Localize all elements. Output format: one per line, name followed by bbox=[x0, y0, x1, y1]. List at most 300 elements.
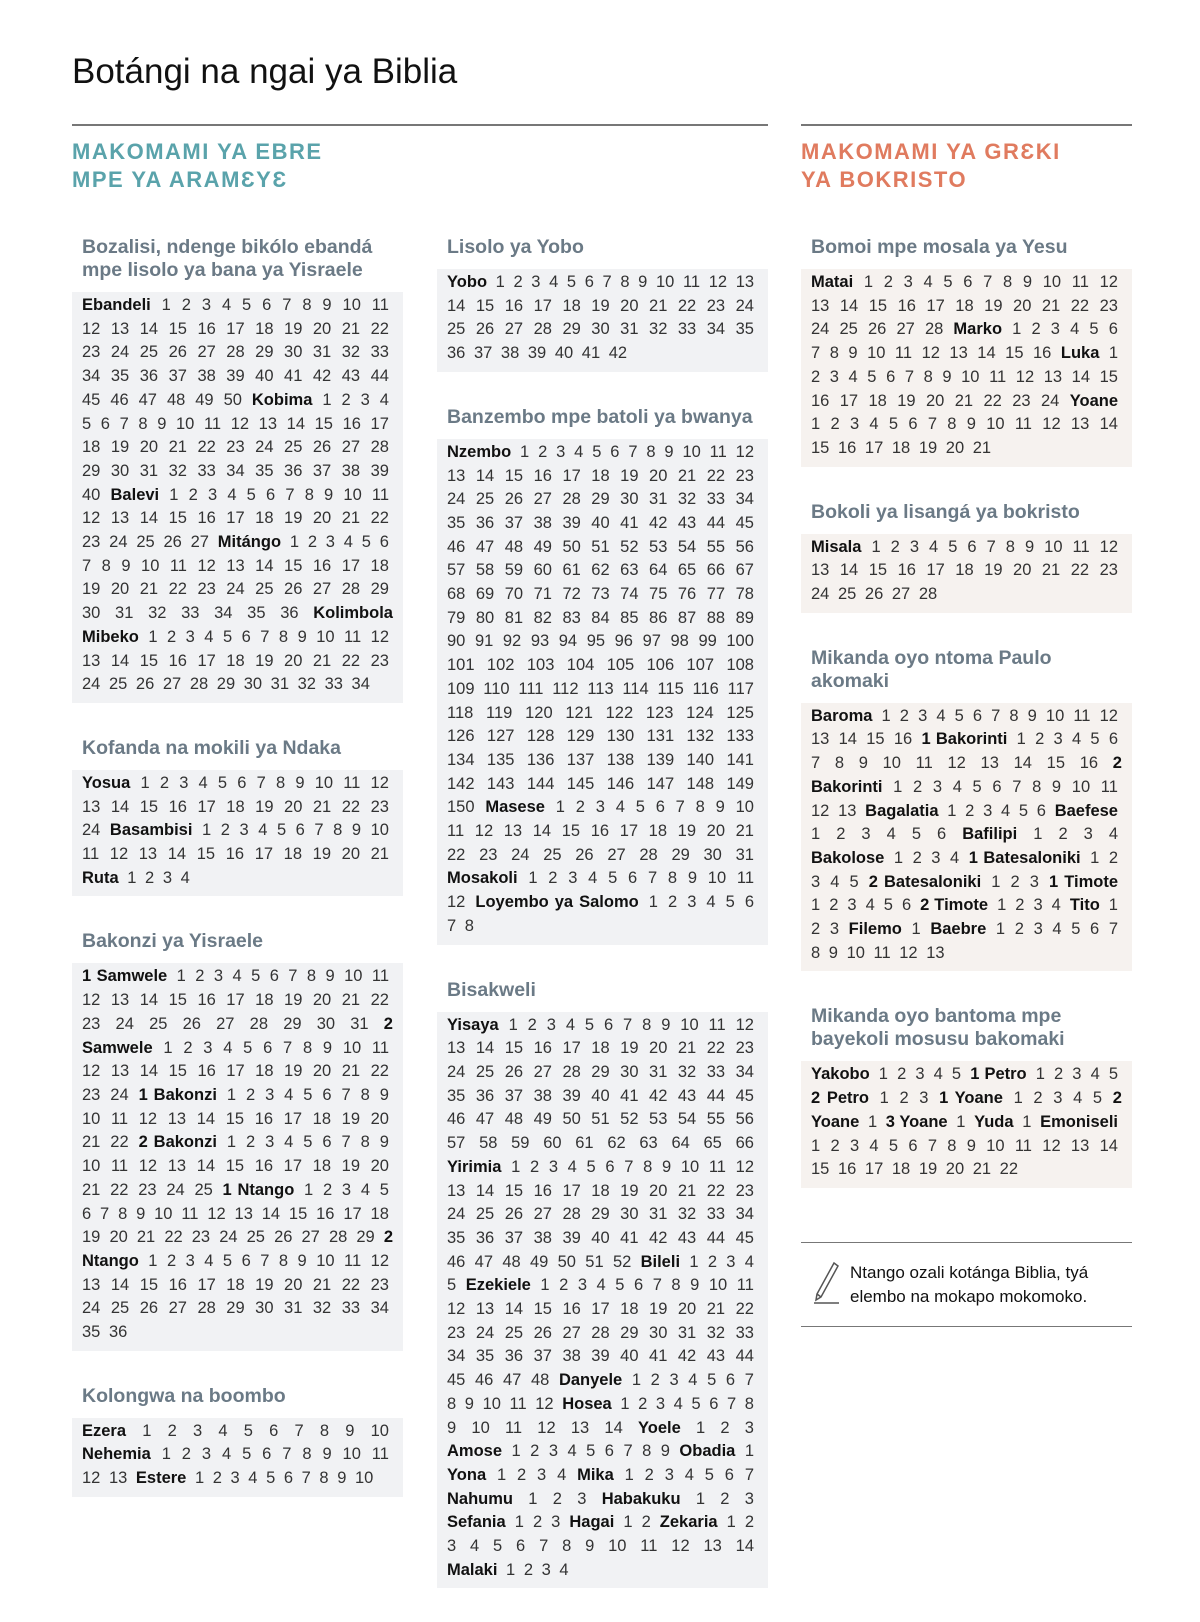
chapter-number: 2 bbox=[897, 1065, 907, 1084]
chapter-number: 40 bbox=[591, 513, 610, 532]
chapter-number: 10 bbox=[846, 943, 865, 962]
chapter-number: 3 bbox=[546, 1015, 556, 1034]
chapter-number: 28 bbox=[918, 585, 938, 604]
chapter-number: 13 bbox=[503, 822, 523, 841]
chapter-number: 26 bbox=[168, 343, 187, 362]
chapter-number: 2 bbox=[341, 390, 351, 409]
chapter-number: 11 bbox=[371, 485, 390, 504]
chapter-number: 58 bbox=[479, 1134, 498, 1153]
chapter-number: 38 bbox=[562, 1347, 581, 1366]
chapter-number: 14 bbox=[839, 296, 859, 315]
chapter-number: 11 bbox=[447, 822, 465, 841]
chapter-number: 10 bbox=[354, 1469, 374, 1488]
chapter-number: 2 bbox=[527, 1015, 537, 1034]
chapter-number: 4 bbox=[557, 1465, 567, 1484]
book-name: Misala bbox=[811, 537, 862, 556]
chapter-number: 29 bbox=[283, 1014, 302, 1033]
chapter-number: 23 bbox=[82, 533, 101, 552]
book-name: 2 Timote bbox=[920, 896, 989, 915]
chapter-number: 4 bbox=[221, 1445, 232, 1464]
chapter-number: 11 bbox=[371, 967, 390, 986]
book-name: 1 Yoane bbox=[939, 1089, 1003, 1108]
chapter-number: 6 bbox=[100, 414, 110, 433]
chapter-number: 14 bbox=[167, 845, 187, 864]
chapter-number: 3 bbox=[1072, 1065, 1082, 1084]
chapter-number: 11 bbox=[736, 1276, 754, 1295]
chapter-number: 11 bbox=[371, 296, 389, 314]
chapter-number: 70 bbox=[504, 585, 524, 604]
chapter-number: 15 bbox=[1046, 754, 1065, 773]
chapter-number: 7 bbox=[811, 344, 821, 363]
chapter-number: 4 bbox=[936, 706, 946, 725]
chapter-number: 14 bbox=[532, 822, 552, 841]
chapter-number: 24 bbox=[447, 1205, 466, 1224]
chapter-number: 16 bbox=[254, 1157, 274, 1176]
chapter-number: 10 bbox=[1044, 537, 1063, 556]
chapter-number: 34 bbox=[447, 1347, 466, 1366]
chapter-number: 22 bbox=[999, 1160, 1019, 1179]
chapter-number: 12 bbox=[1042, 415, 1061, 434]
chapter-number: 9 bbox=[297, 627, 307, 646]
chapter-number: 11 bbox=[1073, 706, 1091, 725]
chapter-number: 7 bbox=[628, 442, 638, 461]
chapter-number: 2 bbox=[532, 1513, 543, 1532]
chapter-number: 63 bbox=[639, 1134, 658, 1153]
chapter-number: 2 bbox=[548, 869, 558, 888]
chapter-number: 20 bbox=[312, 509, 332, 528]
chapter-number: 2 bbox=[830, 415, 840, 434]
chapter-number: 24 bbox=[447, 490, 466, 509]
chapter-number: 9 bbox=[1022, 273, 1033, 291]
book-name: Tito bbox=[1069, 896, 1100, 915]
chapter-number: 10 bbox=[655, 273, 675, 291]
book-name: Ebandeli bbox=[82, 296, 151, 314]
chapter-number: 18 bbox=[891, 1160, 911, 1179]
chapter-number: 12 bbox=[230, 414, 250, 433]
chapter-number: 33 bbox=[324, 675, 343, 694]
chapter-number: 4 bbox=[248, 1469, 258, 1488]
chapter-number: 2 bbox=[744, 1513, 755, 1532]
chapter-number: 12 bbox=[735, 1157, 755, 1176]
chapter-number: 37 bbox=[312, 461, 332, 480]
chapter-number: 11 bbox=[371, 1445, 389, 1464]
chapter-number: 8 bbox=[811, 943, 821, 962]
chapter-number: 21 bbox=[82, 1133, 101, 1152]
chapter-number: 65 bbox=[677, 561, 697, 580]
chapter-number: 29 bbox=[671, 845, 690, 864]
chapter-number: 5 bbox=[592, 442, 602, 461]
chapter-number: 13 bbox=[811, 561, 830, 580]
chapter-number: 37 bbox=[168, 367, 187, 386]
chapter-number: 17 bbox=[562, 1039, 581, 1058]
chapter-number: 43 bbox=[341, 367, 361, 386]
chapter-number: 9 bbox=[638, 273, 648, 291]
chapter-number: 55 bbox=[706, 1110, 726, 1129]
chapter-number: 19 bbox=[312, 845, 332, 864]
chapter-number: 30 bbox=[591, 320, 610, 339]
chapter-number: 18 bbox=[868, 391, 887, 410]
chapter-number: 13 bbox=[811, 730, 830, 749]
chapter-number: 12 bbox=[1042, 1136, 1061, 1155]
chapter-number: 5 bbox=[82, 414, 92, 433]
chapter-number: 16 bbox=[342, 414, 361, 433]
chapter-number: 29 bbox=[620, 1323, 639, 1342]
chapter-number: 45 bbox=[735, 1086, 754, 1105]
chapter-number: 21 bbox=[341, 509, 361, 528]
chapter-number: 6 bbox=[295, 821, 305, 840]
chapter-number: 9 bbox=[828, 943, 838, 962]
chapter-number: 6 bbox=[963, 273, 973, 291]
chapter-number: 8 bbox=[620, 273, 630, 291]
chapter-number: 58 bbox=[475, 561, 495, 580]
chapter-number: 9 bbox=[660, 1442, 670, 1461]
chapter-number: 7 bbox=[119, 414, 129, 433]
chapter-number: 7 bbox=[983, 273, 993, 291]
chapter-number: 8 bbox=[319, 1421, 330, 1440]
chapter-number: 150 bbox=[447, 798, 475, 817]
section-heading: Bakonzi ya Yisraele bbox=[82, 930, 264, 953]
chapter-number: 39 bbox=[527, 344, 547, 363]
chapter-number: 1 bbox=[995, 920, 1006, 939]
chapter-number: 91 bbox=[474, 632, 494, 651]
chapter-number: 14 bbox=[977, 344, 996, 363]
chapter-number: 109 bbox=[447, 679, 475, 698]
chapter-number: 28 bbox=[533, 320, 552, 339]
chapter-number: 6 bbox=[709, 1394, 719, 1413]
chapter-number: 3 bbox=[932, 777, 943, 796]
column-greek bbox=[801, 236, 1132, 1327]
chapter-number: 1 bbox=[496, 1465, 507, 1484]
divider-hebrew bbox=[72, 124, 768, 126]
chapter-number: 5 bbox=[948, 537, 958, 556]
chapter-number: 3 bbox=[531, 273, 541, 291]
chapter-number: 15 bbox=[504, 1039, 524, 1058]
book-name: Ezera bbox=[82, 1421, 127, 1440]
chapter-number: 14 bbox=[139, 1062, 159, 1081]
section-exile-return bbox=[72, 1385, 403, 1497]
chapter-number: 3 bbox=[239, 821, 249, 840]
chapter-number: 17 bbox=[226, 991, 245, 1010]
chapter-number: 52 bbox=[612, 1252, 632, 1271]
chapter-number: 31 bbox=[350, 1014, 369, 1033]
chapter-number: 7 bbox=[904, 367, 915, 386]
chapter-number: 5 bbox=[222, 627, 233, 646]
chapter-number: 27 bbox=[504, 320, 524, 339]
chapter-number: 14 bbox=[839, 561, 859, 580]
chapter-number: 48 bbox=[504, 1110, 524, 1129]
chapter-number: 19 bbox=[82, 1228, 101, 1247]
chapter-number: 12 bbox=[537, 1418, 556, 1437]
chapter-number: 5 bbox=[243, 1421, 253, 1440]
chapter-number: 11 bbox=[682, 273, 701, 291]
chapter-number: 17 bbox=[839, 391, 859, 410]
chapter-number: 40 bbox=[620, 1347, 639, 1366]
chapter-number: 17 bbox=[562, 466, 581, 485]
chapter-number: 34 bbox=[735, 1205, 754, 1224]
chapter-number: 9 bbox=[942, 367, 952, 386]
chapter-number: 18 bbox=[370, 556, 389, 575]
chapter-number: 4 bbox=[869, 415, 879, 434]
chapter-number: 3 bbox=[595, 798, 605, 817]
part-hebrew-line2: MPE YA ARAMƐYƐ bbox=[72, 167, 288, 192]
chapter-number: 41 bbox=[620, 1228, 639, 1247]
chapter-number: 3 bbox=[325, 533, 335, 552]
chapter-number: 2 bbox=[899, 706, 909, 725]
chapter-number: 10 bbox=[343, 485, 362, 504]
part-greek-line2: YA BOKRISTO bbox=[801, 167, 968, 192]
chapter-number: 10 bbox=[708, 1276, 728, 1295]
chapter-number: 6 bbox=[725, 1371, 736, 1390]
reading-note bbox=[801, 1261, 1132, 1310]
chapter-number: 12 bbox=[109, 845, 129, 864]
chapter-number: 19 bbox=[284, 509, 303, 528]
chapter-number: 6 bbox=[655, 798, 665, 817]
chapter-number: 16 bbox=[837, 438, 857, 457]
chapter-number: 1 bbox=[695, 1489, 706, 1508]
chapter-number: 2 bbox=[575, 798, 585, 817]
chapter-number: 5 bbox=[867, 367, 877, 386]
chapter-number: 9 bbox=[966, 415, 976, 434]
chapter-number: 30 bbox=[110, 461, 130, 480]
chapter-number: 10 bbox=[986, 415, 1005, 434]
chapter-number: 2 bbox=[1058, 825, 1068, 844]
chapter-number: 3 bbox=[1033, 920, 1043, 939]
column-hebrew-history bbox=[72, 236, 403, 1531]
chapter-number: 24 bbox=[811, 585, 830, 604]
chapter-number: 5 bbox=[1018, 801, 1029, 820]
book-name: 2 Bakorinti bbox=[811, 754, 1122, 796]
chapter-number: 2 bbox=[529, 1157, 540, 1176]
chapter-number: 3 bbox=[687, 893, 697, 912]
chapter-number: 13 bbox=[110, 991, 130, 1010]
chapter-number: 3 bbox=[829, 920, 840, 939]
chapter-number: 26 bbox=[312, 438, 332, 457]
chapter-number: 14 bbox=[838, 730, 857, 749]
chapter-number: 6 bbox=[283, 1469, 294, 1488]
book-name: Marko bbox=[953, 320, 1003, 339]
chapter-number: 9 bbox=[585, 1537, 595, 1556]
chapter-number: 22 bbox=[706, 1039, 726, 1058]
chapter-number: 9 bbox=[157, 414, 167, 433]
chapter-number: 2 bbox=[890, 537, 900, 556]
chapter-number: 6 bbox=[886, 367, 896, 386]
chapter-number: 4 bbox=[673, 1394, 683, 1413]
chapter-number: 9 bbox=[664, 442, 674, 461]
chapter-number: 16 bbox=[562, 1300, 581, 1319]
chapter-number: 8 bbox=[275, 773, 286, 792]
chapter-number: 11 bbox=[709, 442, 727, 461]
chapter-number: 1 bbox=[744, 1442, 754, 1461]
chapter-number: 50 bbox=[562, 1110, 581, 1129]
chapter-number: 6 bbox=[610, 442, 620, 461]
section-promised-land bbox=[72, 737, 403, 897]
chapter-number: 6 bbox=[516, 1537, 526, 1556]
chapter-number: 13 bbox=[949, 344, 968, 363]
chapter-number: 6 bbox=[82, 1204, 92, 1223]
chapter-number: 1 bbox=[648, 893, 658, 912]
section-heading: Bisakweli bbox=[447, 978, 536, 1001]
chapter-number: 12 bbox=[735, 1015, 754, 1034]
chapter-number: 128 bbox=[526, 727, 555, 746]
chapter-number: 27 bbox=[168, 1299, 187, 1318]
chapter-number: 15 bbox=[139, 651, 159, 670]
chapter-number: 22 bbox=[341, 797, 361, 816]
chapter-number: 1 bbox=[620, 1394, 630, 1413]
chapter-number: 23 bbox=[479, 845, 498, 864]
chapter-number: 14 bbox=[196, 1157, 216, 1176]
chapter-number: 106 bbox=[646, 656, 675, 675]
chapter-number: 10 bbox=[986, 1136, 1005, 1155]
chapter-number: 1 bbox=[624, 1465, 634, 1484]
chapter-number: 20 bbox=[312, 1062, 332, 1081]
chapter-number: 31 bbox=[284, 1299, 303, 1318]
chapter-number: 7 bbox=[285, 485, 295, 504]
chapter-number: 4 bbox=[1052, 920, 1062, 939]
chapter-number: 72 bbox=[562, 585, 581, 604]
chapter-number: 17 bbox=[197, 651, 216, 670]
chapter-number: 4 bbox=[232, 967, 242, 986]
book-name: Yuda bbox=[974, 1112, 1014, 1131]
chapter-list bbox=[437, 269, 768, 372]
chapter-number: 9 bbox=[687, 869, 698, 888]
chapter-number: 7 bbox=[341, 1085, 351, 1104]
chapter-number: 24 bbox=[811, 320, 830, 339]
chapter-number: 3 bbox=[179, 773, 189, 792]
chapter-number: 4 bbox=[343, 533, 353, 552]
chapter-number: 11 bbox=[110, 1157, 129, 1176]
chapter-number: 11 bbox=[343, 773, 361, 792]
chapter-number: 20 bbox=[620, 296, 639, 315]
pencil-icon bbox=[812, 1261, 840, 1310]
chapter-number: 3 bbox=[447, 1537, 457, 1556]
chapter-number: 34 bbox=[706, 320, 726, 339]
book-name: 2 Batesaloniki bbox=[868, 872, 982, 891]
chapter-number: 4 bbox=[1051, 896, 1061, 915]
chapter-number: 23 bbox=[191, 1228, 211, 1247]
chapter-number: 23 bbox=[706, 296, 726, 315]
book-name: Yisaya bbox=[447, 1015, 499, 1034]
chapter-number: 12 bbox=[1099, 537, 1118, 556]
chapter-number: 25 bbox=[837, 585, 857, 604]
chapter-number: 13 bbox=[1070, 1136, 1090, 1155]
book-name: 1 Batesaloniki bbox=[968, 848, 1081, 867]
chapter-number: 9 bbox=[690, 1276, 700, 1295]
chapter-number: 12 bbox=[82, 1062, 101, 1081]
book-name: 2 Yoane bbox=[811, 1089, 1122, 1131]
chapter-number: 19 bbox=[918, 438, 938, 457]
chapter-number: 47 bbox=[502, 1371, 522, 1390]
chapter-number: 25 bbox=[475, 1205, 495, 1224]
chapter-number: 34 bbox=[370, 1299, 389, 1318]
chapter-number: 3 bbox=[983, 801, 993, 820]
chapter-number: 5 bbox=[447, 1276, 457, 1295]
chapter-number: 23 bbox=[735, 466, 754, 485]
chapter-number: 30 bbox=[620, 1205, 639, 1224]
chapter-number: 10 bbox=[314, 773, 334, 792]
chapter-number: 34 bbox=[351, 675, 370, 694]
chapter-number: 14 bbox=[475, 1181, 495, 1200]
chapter-number: 2 bbox=[1035, 730, 1045, 749]
chapter-number: 19 bbox=[591, 296, 610, 315]
chapter-number: 1 bbox=[623, 1513, 633, 1532]
chapter-number: 41 bbox=[620, 513, 639, 532]
section-life-of-jesus bbox=[801, 236, 1132, 467]
chapter-number: 20 bbox=[649, 1181, 668, 1200]
chapter-number: 24 bbox=[511, 845, 530, 864]
chapter-number: 71 bbox=[533, 585, 552, 604]
chapter-number: 46 bbox=[447, 1252, 466, 1271]
chapter-number: 15 bbox=[504, 1181, 524, 1200]
chapter-number: 42 bbox=[677, 1347, 697, 1366]
chapter-number: 3 bbox=[1083, 825, 1093, 844]
chapter-number: 25 bbox=[194, 1180, 213, 1199]
chapter-number: 28 bbox=[328, 1228, 348, 1247]
chapter-number: 36 bbox=[504, 1347, 524, 1366]
chapter-number: 25 bbox=[136, 533, 155, 552]
note-text: Ntango ozali kotánga Biblia, tyá elembo na mokapo mokomoko. bbox=[850, 1262, 1089, 1306]
chapter-number: 38 bbox=[500, 344, 520, 363]
chapter-number: 17 bbox=[197, 797, 216, 816]
chapter-number: 74 bbox=[620, 585, 639, 604]
chapter-number: 5 bbox=[691, 1394, 701, 1413]
chapter-number: 56 bbox=[735, 1110, 754, 1129]
chapter-number: 2 bbox=[181, 1445, 191, 1464]
book-name: 1 Bakorinti bbox=[921, 730, 1008, 749]
chapter-number: 132 bbox=[686, 727, 715, 746]
chapter-number: 85 bbox=[620, 608, 639, 627]
chapter-number: 38 bbox=[533, 1086, 552, 1105]
book-name: 2 Ntango bbox=[82, 1228, 393, 1270]
chapter-number: 10 bbox=[707, 869, 727, 888]
chapter-number: 49 bbox=[195, 390, 214, 409]
chapter-number: 4 bbox=[684, 1465, 694, 1484]
chapter-number: 7 bbox=[1108, 920, 1119, 939]
chapter-number: 4 bbox=[221, 296, 232, 314]
book-name: Yirimia bbox=[447, 1157, 502, 1176]
chapter-number: 13 bbox=[167, 1109, 187, 1128]
chapter-number: 8 bbox=[302, 296, 312, 314]
chapter-number: 1 bbox=[528, 1489, 538, 1508]
chapter-number: 21 bbox=[677, 1039, 697, 1058]
chapter-number: 10 bbox=[316, 1251, 335, 1270]
chapter-number: 12 bbox=[921, 344, 940, 363]
chapter-number: 9 bbox=[848, 344, 858, 363]
chapter-number: 5 bbox=[493, 1537, 503, 1556]
chapter-number: 2 bbox=[811, 367, 821, 386]
chapter-number: 143 bbox=[486, 774, 515, 793]
chapter-number: 145 bbox=[566, 774, 595, 793]
chapter-number: 8 bbox=[829, 344, 839, 363]
chapter-number: 3 bbox=[201, 1445, 212, 1464]
chapter-number: 3 bbox=[744, 1418, 754, 1437]
book-name: Baroma bbox=[811, 706, 873, 725]
chapter-list bbox=[437, 1012, 768, 1589]
chapter-number: 19 bbox=[110, 438, 130, 457]
chapter-number: 18 bbox=[591, 1039, 610, 1058]
chapter-number: 27 bbox=[301, 1228, 320, 1247]
chapter-number: 15 bbox=[168, 319, 187, 338]
chapter-number: 23 bbox=[370, 651, 389, 670]
chapter-number: 13 bbox=[1070, 415, 1090, 434]
chapter-number: 9 bbox=[337, 1469, 347, 1488]
chapter-number: 7 bbox=[283, 1038, 293, 1057]
chapter-number: 12 bbox=[1099, 706, 1118, 725]
chapter-number: 6 bbox=[972, 706, 983, 725]
chapter-number: 9 bbox=[1024, 537, 1035, 556]
chapter-number: 14 bbox=[139, 509, 159, 528]
chapter-number: 147 bbox=[646, 774, 675, 793]
chapter-number: 46 bbox=[110, 390, 129, 409]
